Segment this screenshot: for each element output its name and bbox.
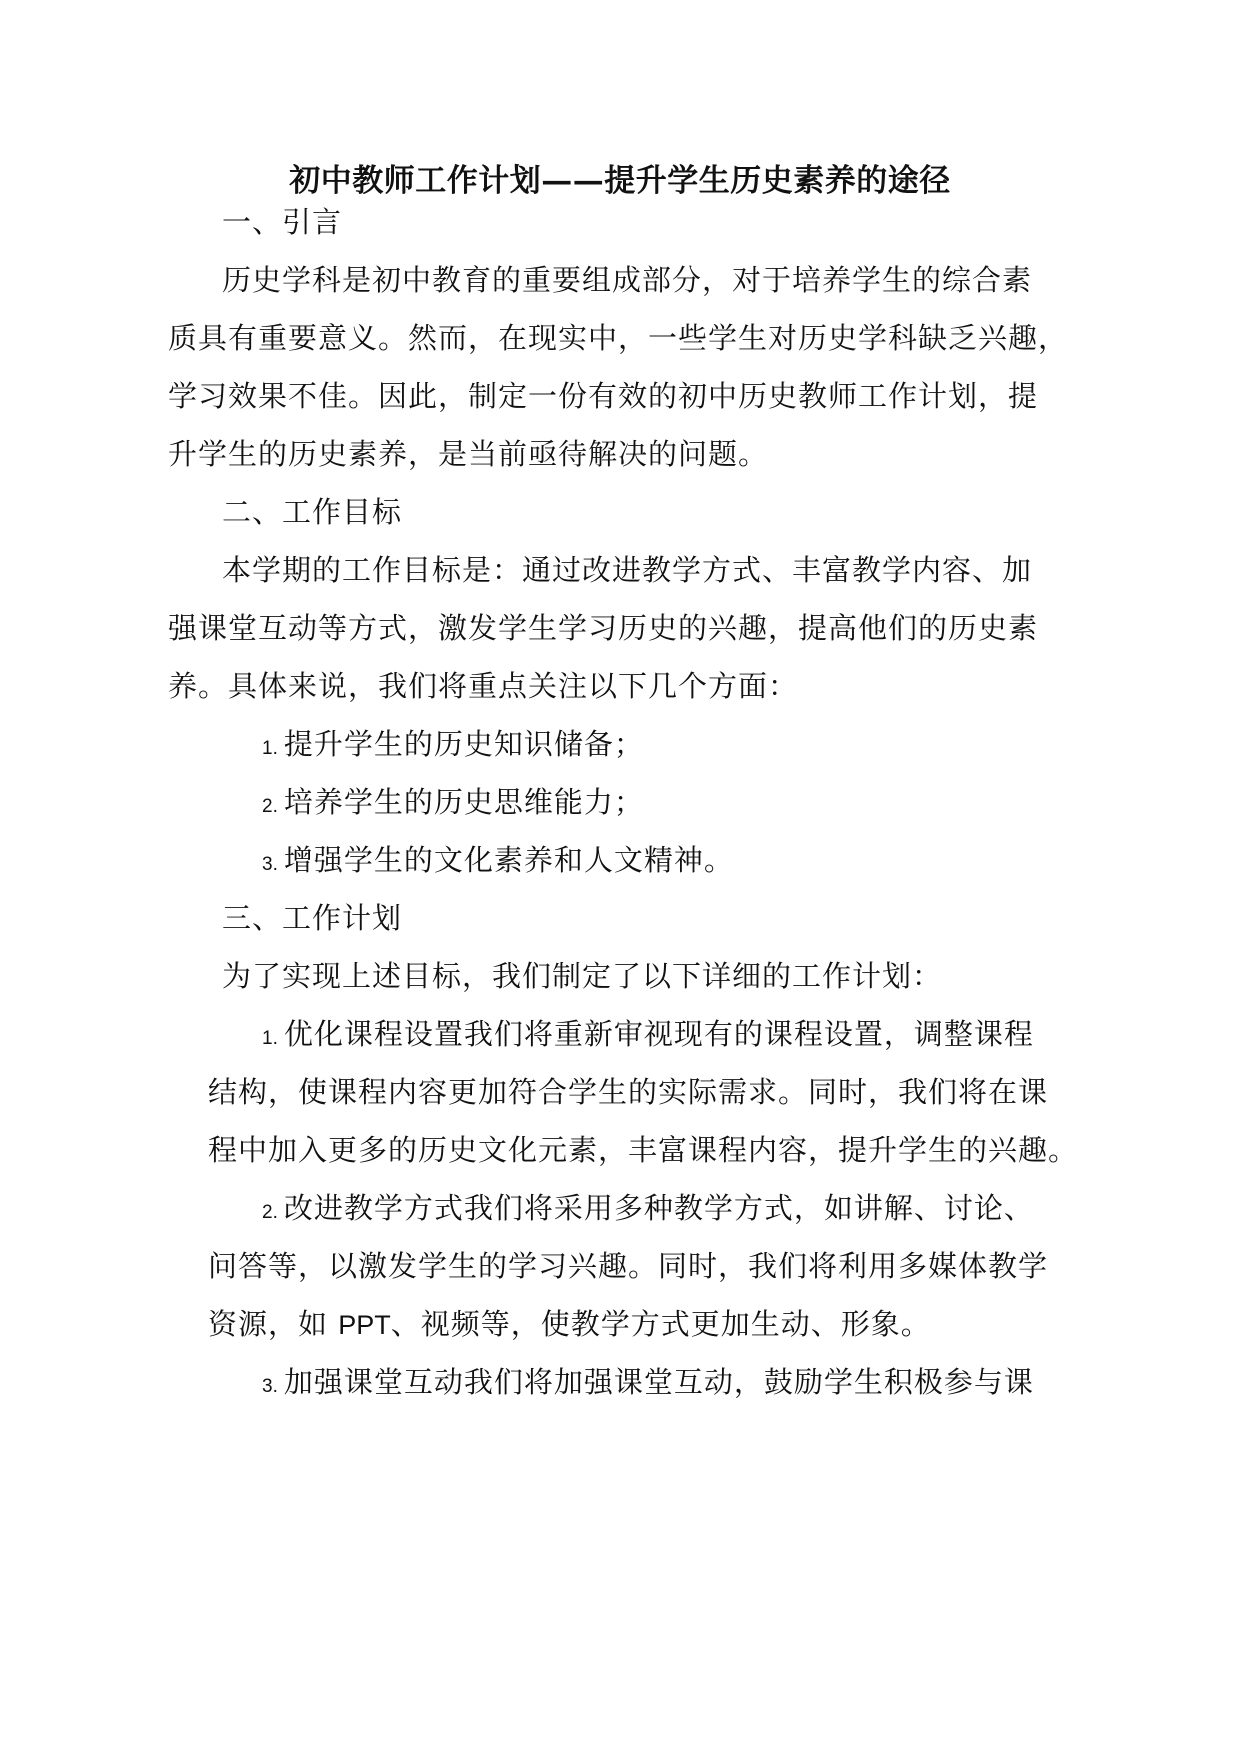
text-segment: 、视频等，使教学方式更加生动、形象。 bbox=[390, 1307, 931, 1341]
paragraph-line: 为了实现上述目标，我们制定了以下详细的工作计划： bbox=[222, 959, 943, 993]
list-item-text: 优化课程设置我们将重新审视现有的课程设置，调整课程 bbox=[283, 1017, 1034, 1051]
section-heading-plan: 三、工作计划 bbox=[222, 901, 403, 935]
paragraph-line: 质具有重要意义。然而，在现实中，一些学生对历史学科缺乏兴趣， bbox=[168, 321, 1069, 355]
section-heading-goal: 二、工作目标 bbox=[222, 495, 403, 529]
list-item-text: 培养学生的历史思维能力； bbox=[283, 785, 644, 819]
paragraph-line: 历史学科是初中教育的重要组成部分，对于培养学生的综合素 bbox=[222, 263, 1033, 297]
list-number: 3. bbox=[262, 854, 278, 875]
list-item bbox=[262, 1014, 1034, 1059]
list-number: 1. bbox=[262, 738, 278, 759]
list-item-continuation: 结构，使课程内容更加符合学生的实际需求。同时，我们将在课 bbox=[208, 1075, 1049, 1109]
document-title: 初中教师工作计划——提升学生历史素养的途径 bbox=[289, 163, 951, 199]
list-item bbox=[262, 1188, 1034, 1233]
list-item-text: 提升学生的历史知识储备； bbox=[283, 727, 644, 761]
list-number: 3. bbox=[262, 1376, 278, 1397]
paragraph-line: 升学生的历史素养，是当前亟待解决的问题。 bbox=[168, 437, 769, 471]
list-item-text: 增强学生的文化素养和人文精神。 bbox=[283, 843, 734, 877]
list-item bbox=[262, 724, 644, 769]
list-item-continuation: 程中加入更多的历史文化元素，丰富课程内容，提升学生的兴趣。 bbox=[208, 1133, 1079, 1167]
section-heading-intro: 一、引言 bbox=[222, 205, 343, 239]
paragraph-line: 本学期的工作目标是：通过改进教学方式、丰富教学内容、加 bbox=[222, 553, 1033, 587]
paragraph-line: 学习效果不佳。因此，制定一份有效的初中历史教师工作计划，提 bbox=[168, 379, 1039, 413]
list-number: 1. bbox=[262, 1028, 278, 1049]
list-item bbox=[262, 782, 644, 827]
list-item bbox=[262, 1362, 1034, 1407]
text-segment: 资源，如 bbox=[208, 1307, 339, 1341]
list-item bbox=[262, 840, 734, 885]
list-item-continuation: 问答等，以激发学生的学习兴趣。同时，我们将利用多媒体教学 bbox=[208, 1249, 1049, 1283]
list-item-continuation bbox=[208, 1304, 931, 1345]
paragraph-line: 强课堂互动等方式，激发学生学习历史的兴趣，提高他们的历史素 bbox=[168, 611, 1039, 645]
text-segment-ppt: PPT bbox=[338, 1310, 391, 1340]
list-number: 2. bbox=[262, 796, 278, 817]
list-item-text: 改进教学方式我们将采用多种教学方式，如讲解、讨论、 bbox=[283, 1191, 1034, 1225]
paragraph-line: 养。具体来说，我们将重点关注以下几个方面： bbox=[168, 669, 799, 703]
list-number: 2. bbox=[262, 1202, 278, 1223]
list-item-text: 加强课堂互动我们将加强课堂互动，鼓励学生积极参与课 bbox=[283, 1365, 1034, 1399]
